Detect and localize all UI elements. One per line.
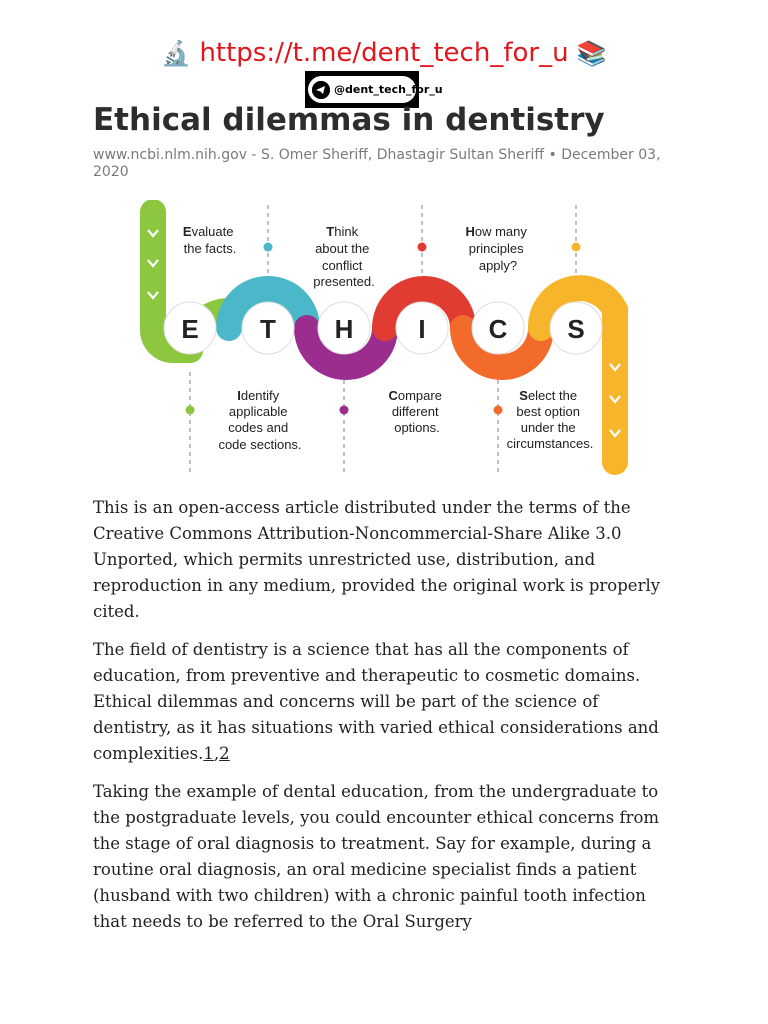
dot-s2 [494,406,503,415]
note-evaluate: Evaluate the facts. [182,224,237,256]
microscope-icon: 🔬 [161,39,192,68]
paragraph-example: Taking the example of dental education, from the undergraduate to the postgraduate levels, you could encounter ethical concerns from the stage of oral diagnosis to treatment. Say for example, during a routine oral diagnosis, an oral medicine specialist finds a patient (husband with two children) with a chronic painful tooth infection that needs to be referred to the Oral Surgery [93,782,660,931]
reference-link-1[interactable]: 1 [203,744,214,763]
letter-c: C [488,314,508,344]
reference-link-2[interactable]: 2 [219,744,230,763]
letter-i: I [418,314,426,344]
article-meta: www.ncbi.nlm.nih.gov - S. Omer Sheriff, Dhastagir Sultan Sheriff • December 03, 2020 [93,147,661,180]
paragraph-license: This is an open-access article distributed under the terms of the Creative Commons Attribution-Noncommercial-Share Alike 3.0 Unported, which permits unrestricted use, distribution, and reproduction in any medium, provided the original work is properly cited. [93,498,661,621]
letter-t: T [260,314,276,344]
letter-h: H [334,314,354,344]
reference-separator: , [213,744,220,763]
note-think: Think about the conflict presented. [313,224,375,289]
dot-i [186,406,195,415]
dot-t [264,243,273,252]
article-title: Ethical dilemmas in dentistry [93,102,605,138]
note-select: Select the best option under the circumstances. [506,388,594,451]
channel-badge-inner [308,76,443,103]
dot-c [340,406,349,415]
dot-h [418,243,427,252]
paragraph-field [93,637,678,767]
article-body [93,495,678,947]
paragraph-field-text: The field of dentistry is a science that has all the components of education, from preventive and therapeutic to cosmetic domains. Ethical dilemmas and concerns will be part of the science of dentistry, as it has situations with varied ethical considerations and complexities. [93,640,659,763]
note-how-many: How many principles apply? [465,224,527,273]
note-compare: Compare different options. [388,388,442,435]
telegram-link-row [0,38,768,68]
books-icon: 📚 [576,39,607,68]
telegram-link[interactable]: https://t.me/dent_tech_for_u [199,38,569,68]
dot-s [572,243,581,252]
letter-s: S [567,314,585,344]
telegram-icon [312,81,330,99]
ethics-infographic [138,200,630,480]
letter-e: E [181,314,199,344]
channel-handle: @dent_tech_for_u [334,83,443,96]
note-identify: Identify applicable codes and code sections. [218,388,302,452]
